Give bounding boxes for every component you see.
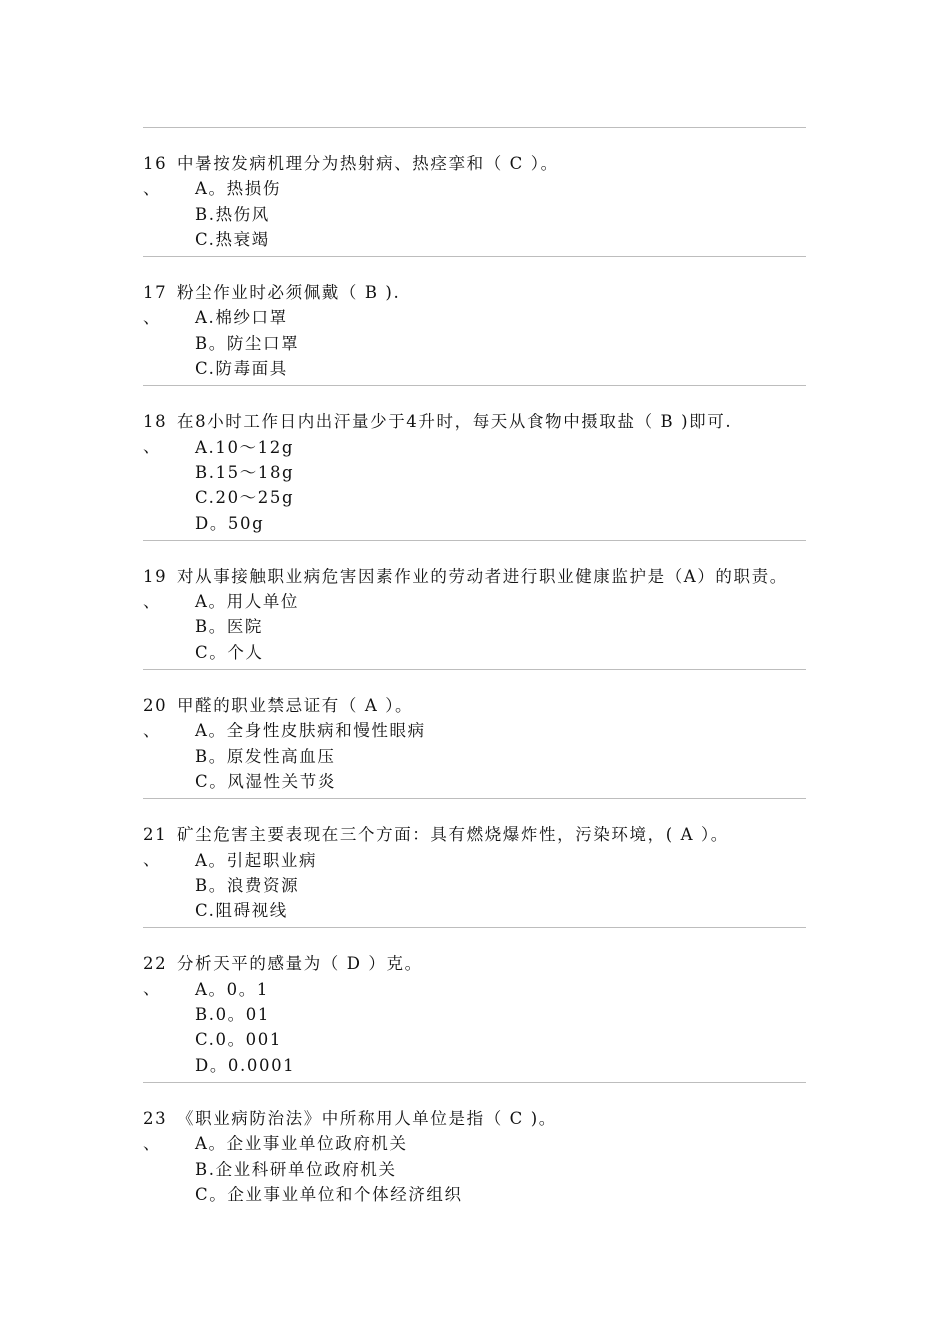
question-text: 分析天平的感量为（ D ）克。	[177, 954, 423, 974]
option-b: B.热伤风	[195, 204, 270, 224]
option-a: A。引起职业病	[195, 850, 318, 870]
option-list	[195, 305, 806, 381]
document-page	[143, 127, 806, 1211]
option-c: C.20～25g	[195, 488, 295, 508]
question-21	[143, 799, 806, 927]
question-separator: 、	[143, 979, 162, 999]
option-a: A。用人单位	[195, 592, 300, 612]
question-text: 矿尘危害主要表现在三个方面：具有燃烧爆炸性，污染环境，( A ）。	[177, 825, 729, 845]
option-b: B。医院	[195, 617, 264, 637]
question-number: 22	[143, 954, 168, 974]
question-20	[143, 670, 806, 798]
option-d: D。0.0001	[195, 1055, 296, 1075]
option-b: B.0。01	[195, 1005, 270, 1025]
option-b: B.企业科研单位政府机关	[195, 1159, 397, 1179]
option-c: C.0。001	[195, 1030, 282, 1050]
question-22	[143, 928, 806, 1081]
question-19	[143, 541, 806, 669]
option-c: C。风湿性关节炎	[195, 771, 336, 791]
question-text: 在8小时工作日内出汗量少于4升时，每天从食物中摄取盐（ B )即可.	[177, 412, 733, 432]
option-c: C.防毒面具	[195, 359, 288, 379]
option-a: A。企业事业单位政府机关	[195, 1134, 408, 1154]
option-a: A.10～12g	[195, 437, 295, 457]
question-separator: 、	[143, 308, 162, 328]
question-18	[143, 386, 806, 539]
option-a: A。0。1	[195, 979, 269, 999]
option-list	[195, 718, 806, 794]
question-23	[143, 1083, 806, 1211]
option-list	[195, 1131, 806, 1207]
option-b: B。浪费资源	[195, 875, 300, 895]
option-list	[195, 848, 806, 924]
option-b: B。防尘口罩	[195, 333, 300, 353]
option-d: D。50g	[195, 513, 265, 533]
option-b: B。原发性高血压	[195, 746, 336, 766]
option-b: B.15～18g	[195, 462, 295, 482]
option-c: C.阻碍视线	[195, 901, 288, 921]
question-text: 中暑按发病机理分为热射病、热痉挛和（ C ）。	[177, 154, 559, 173]
option-c: C。个人	[195, 642, 264, 662]
question-number: 17	[143, 283, 168, 303]
question-number: 23	[143, 1108, 168, 1128]
question-separator: 、	[143, 591, 162, 611]
question-text: 《职业病防治法》中所称用人单位是指（ C )。	[177, 1108, 557, 1128]
option-a: A.棉纱口罩	[195, 308, 288, 328]
question-number: 16	[143, 154, 168, 173]
option-list	[195, 977, 806, 1078]
option-list	[195, 435, 806, 536]
question-16	[143, 128, 806, 256]
question-number: 19	[143, 566, 168, 586]
question-number: 18	[143, 412, 168, 432]
question-separator: 、	[143, 437, 162, 457]
option-c: C。企业事业单位和个体经济组织	[195, 1184, 463, 1204]
option-a: A。热损伤	[195, 179, 281, 199]
question-separator: 、	[143, 850, 162, 870]
question-text: 甲醛的职业禁忌证有（ A ）。	[177, 696, 414, 716]
question-separator: 、	[143, 1133, 162, 1153]
question-number: 21	[143, 825, 168, 845]
option-list	[195, 589, 806, 665]
question-separator: 、	[143, 179, 162, 198]
option-a: A。全身性皮肤病和慢性眼病	[195, 721, 426, 741]
question-separator: 、	[143, 721, 162, 741]
question-text: 对从事接触职业病危害因素作业的劳动者进行职业健康监护是（A）的职责。	[177, 566, 788, 586]
question-17	[143, 257, 806, 385]
option-c: C.热衰竭	[195, 229, 270, 249]
question-text: 粉尘作业时必须佩戴（ B ).	[177, 283, 401, 303]
question-number: 20	[143, 696, 168, 716]
option-list	[195, 176, 806, 252]
